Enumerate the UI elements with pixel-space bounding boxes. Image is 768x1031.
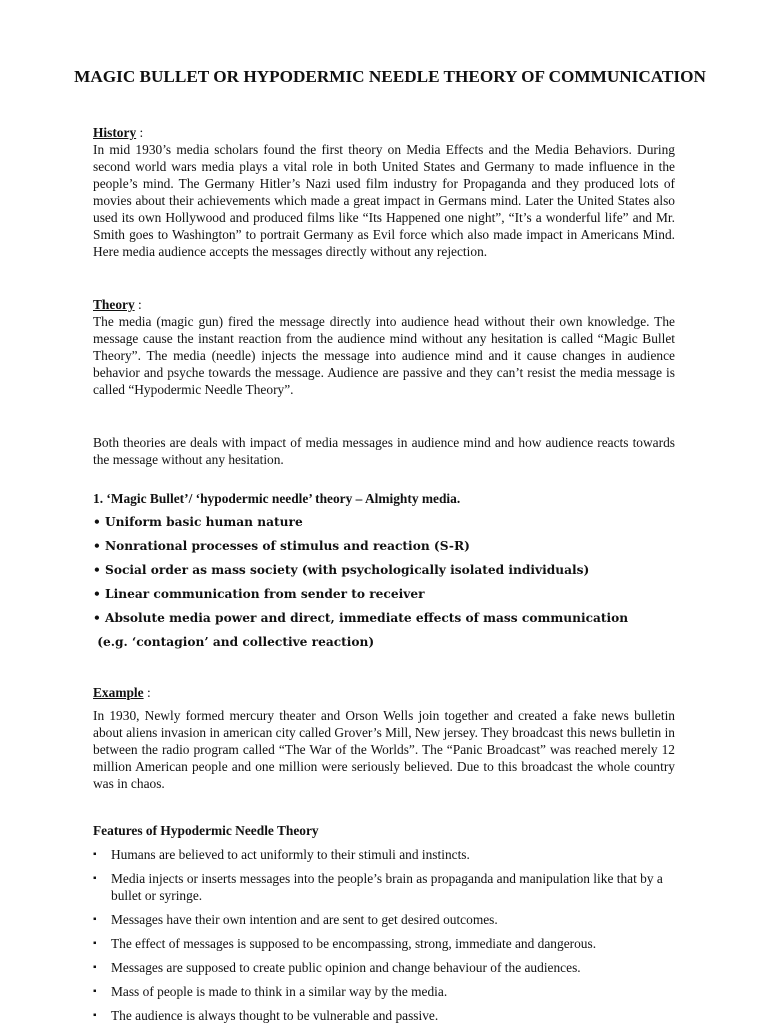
- list-item: [93, 846, 675, 863]
- almighty-item: • Absolute media power and direct, immediate effects of mass communication: [93, 611, 629, 625]
- features-list: [93, 846, 675, 1031]
- theory-summary: [93, 434, 675, 468]
- bullet-icon: ▪: [93, 1010, 97, 1021]
- list-item: [93, 935, 675, 952]
- feature-text: Messages are supposed to create public opinion and change behaviour of the audiences.: [111, 960, 581, 975]
- almighty-item: • Uniform basic human nature: [93, 515, 303, 529]
- bullet-icon: ▪: [93, 849, 97, 860]
- bullet-icon: ▪: [93, 986, 97, 997]
- almighty-item: • Social order as mass society (with psychologically isolated individuals): [93, 563, 590, 577]
- page-title: MAGIC BULLET OR HYPODERMIC NEEDLE THEORY OF COMMUNICATION: [74, 67, 706, 86]
- feature-text: Mass of people is made to think in a similar way by the media.: [111, 984, 448, 999]
- history-colon: :: [136, 125, 144, 140]
- almighty-item: (e.g. ‘contagion’ and collective reaction): [93, 635, 375, 649]
- list-item: [93, 959, 675, 976]
- theory-summary-text: Both theories are deals with impact of media messages in audience mind and how audience reacts towards the message without any hesitation.: [93, 435, 675, 467]
- list-item: [93, 870, 675, 904]
- theory-colon: :: [134, 297, 142, 312]
- bullet-icon: ▪: [93, 962, 97, 973]
- feature-text: Media injects or inserts messages into the people’s brain as propaganda and manipulation like that by a bullet or syringe.: [111, 871, 663, 903]
- almighty-item: • Linear communication from sender to receiver: [93, 587, 425, 601]
- list-item: [93, 983, 675, 1000]
- feature-text: Humans are believed to act uniformly to their stimuli and instincts.: [111, 847, 470, 862]
- bullet-icon: ▪: [93, 914, 97, 925]
- example-heading: Example: [93, 685, 144, 700]
- feature-text: The effect of messages is supposed to be encompassing, strong, immediate and dangerous.: [111, 936, 597, 951]
- bullet-icon: ▪: [93, 873, 97, 884]
- list-item: [93, 911, 675, 928]
- theory-text: The media (magic gun) fired the message directly into audience head without their own knowledge. The message cause the instant reaction from the audience mind without any hesitation is called “Magic Bullet Theory”. The media (needle) injects the message into audience mind and it cause changes in audience behavior and psyche towards the message. Audience are passive and they can’t resist the media message is called “Hypodermic Needle Theory”.: [93, 314, 675, 397]
- almighty-media-list: [93, 490, 693, 658]
- list-item: [93, 1007, 675, 1024]
- history-section: [93, 124, 675, 260]
- feature-text: Messages have their own intention and are sent to get desired outcomes.: [111, 912, 498, 927]
- feature-text: The audience is always thought to be vulnerable and passive.: [111, 1008, 439, 1023]
- example-section: [93, 684, 675, 792]
- history-text: In mid 1930’s media scholars found the first theory on Media Effects and the Media Behaviors. During second world wars media plays a vital role in both United States and Germany to made influence in the people’s mind. The Germany Hitler’s Nazi used film industry for Propaganda and they produced lots of movies about their achievements which made a great impact in Germans mind. Later the United States also used its own Hollywood and produced films like “Its Happened one night”, “It’s a wonderful life” and Mr. Smith goes to Washington” to portrait Germany as Evil force which also made impact in Americans Mind. Here media audience accepts the messages directly without any rejection.: [93, 142, 675, 259]
- example-text: In 1930, Newly formed mercury theater and Orson Wells join together and created a fake news bulletin about aliens invasion in american city called Grover’s Mill, New jersey. They broadcast this news bulletin in between the radio program called “The War of the Worlds”. The “Panic Broadcast” was reached merely 12 million American people and one million were seriously believed. Due to this broadcast the whole country was in chaos.: [93, 708, 675, 791]
- bullet-icon: ▪: [93, 938, 97, 949]
- history-heading: History: [93, 125, 137, 140]
- almighty-item: • Nonrational processes of stimulus and reaction (S-R): [93, 539, 470, 553]
- theory-heading: Theory: [93, 297, 135, 312]
- features-heading: Features of Hypodermic Needle Theory: [93, 823, 319, 838]
- example-colon: :: [143, 685, 151, 700]
- almighty-lead: 1. ‘Magic Bullet’/ ‘hypodermic needle’ theory – Almighty media.: [93, 491, 461, 506]
- theory-section: [93, 296, 675, 398]
